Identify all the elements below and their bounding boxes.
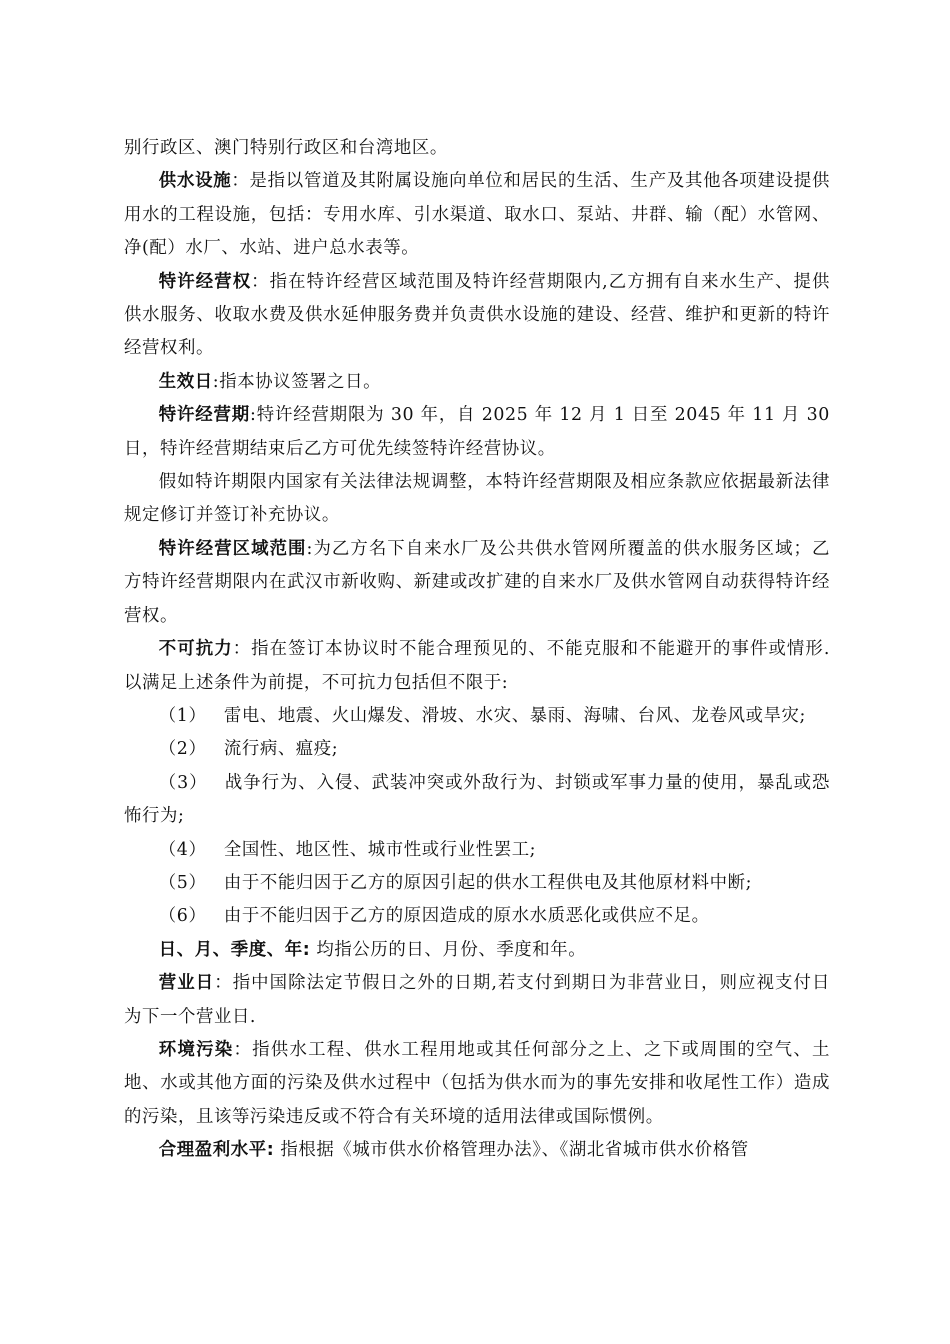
definition-force-majeure bbox=[124, 633, 830, 700]
list-text: 全国性、地区性、城市性或行业性罢工; bbox=[223, 839, 537, 860]
list-number: （3） bbox=[158, 772, 208, 793]
definition-text: 均指公历的日、月份、季度和年。 bbox=[310, 939, 587, 960]
list-text: 流行病、瘟疫; bbox=[223, 739, 339, 760]
defined-term: 日、月、季度、年: bbox=[158, 939, 311, 960]
defined-term: 生效日 bbox=[158, 371, 213, 392]
list-item bbox=[124, 867, 830, 900]
defined-term: 环境污染 bbox=[158, 1039, 234, 1060]
paragraph-text: 别行政区、澳门特别行政区和台湾地区。 bbox=[124, 138, 448, 158]
definition-franchise-area bbox=[124, 533, 830, 633]
definition-environmental-pollution bbox=[124, 1034, 830, 1134]
list-item bbox=[124, 900, 830, 933]
definition-text: ：指中国除法定节假日之外的日期,若支付到期日为非营业日，则应视支付日为下一个营业日. bbox=[124, 973, 830, 1027]
list-item bbox=[124, 700, 830, 733]
definition-text: :特许经营期限为 30 年，自 2025 年 12 月 1 日至 2045 年 11 月 30 日，特许经营期结束后乙方可优先续签特许经营协议。 bbox=[124, 405, 830, 459]
definition-text: 指根据《城市供水价格管理办法》、《湖北省城市供水价格管 bbox=[274, 1140, 749, 1161]
definition-text: :指本协议签署之日。 bbox=[212, 371, 382, 392]
definition-franchise-period bbox=[124, 399, 830, 466]
list-number: （1） bbox=[158, 705, 207, 726]
list-number: （6） bbox=[158, 906, 207, 927]
defined-term: 供水设施 bbox=[158, 171, 232, 192]
definition-franchise-right bbox=[124, 266, 830, 366]
list-item bbox=[124, 767, 830, 834]
definition-reasonable-profit bbox=[124, 1134, 830, 1167]
list-text: 雷电、地震、火山爆发、滑坡、水灾、暴雨、海啸、台风、龙卷风或旱灾; bbox=[223, 705, 807, 726]
definition-text: ：指在签订本协议时不能合理预见的、不能克服和不能避开的事件或情形.以满足上述条件为前提，不可抗力包括但不限于: bbox=[124, 639, 830, 693]
defined-term: 特许经营期 bbox=[158, 405, 251, 426]
paragraph-law-adjustment bbox=[124, 466, 830, 533]
defined-term: 不可抗力 bbox=[158, 639, 233, 660]
definition-text: ：指在特许经营区域范围及特许经营期限内,乙方拥有自来水生产、提供供水服务、收取水费及供水延伸服务费并负责供水设施的建设、经营、维护和更新的特许经营权利。 bbox=[124, 271, 830, 359]
definition-text: ：指供水工程、供水工程用地或其任何部分之上、之下或周围的空气、土地、水或其他方面的污染及供水过程中（包括为供水而为的事先安排和收尾性工作）造成的污染，且该等污染违反或不符合有关环境的适用法律或国际惯例。 bbox=[124, 1039, 830, 1127]
paragraph-text: 假如特许期限内国家有关法律法规调整，本特许经营期限及相应条款应依据最新法律规定修订并签订补充协议。 bbox=[124, 472, 830, 526]
definition-water-facilities bbox=[124, 165, 830, 265]
list-number: （5） bbox=[158, 872, 207, 893]
defined-term: 特许经营区域范围 bbox=[158, 538, 307, 559]
defined-term: 特许经营权 bbox=[158, 271, 252, 292]
list-number: （4） bbox=[158, 839, 207, 860]
definition-text: :为乙方名下自来水厂及公共供水管网所覆盖的供水服务区域；乙方特许经营期限内在武汉市新收购、新建或改扩建的自来水厂及供水管网自动获得特许经营权。 bbox=[124, 538, 830, 626]
definition-business-day bbox=[124, 967, 830, 1034]
definition-effective-date bbox=[124, 366, 830, 399]
paragraph-continuation bbox=[124, 132, 830, 165]
list-text: 由于不能归因于乙方的原因造成的原水水质恶化或供应不足。 bbox=[223, 906, 710, 927]
document-body bbox=[124, 132, 830, 1168]
definition-text: ：是指以管道及其附属设施向单位和居民的生活、生产及其他各项建设提供用水的工程设施，包括：专用水库、引水渠道、取水口、泵站、井群、输（配）水管网、净(配）水厂、水站、进户总水表等。 bbox=[124, 171, 830, 259]
defined-term: 合理盈利水平: bbox=[158, 1140, 275, 1161]
defined-term: 营业日 bbox=[158, 973, 215, 994]
list-text: 由于不能归因于乙方的原因引起的供水工程供电及其他原材料中断; bbox=[223, 872, 753, 893]
definition-calendar-periods bbox=[124, 934, 830, 967]
list-text: 战争行为、入侵、武装冲突或外敌行为、封锁或军事力量的使用，暴乱或恐怖行为; bbox=[124, 772, 830, 827]
list-number: （2） bbox=[158, 739, 207, 760]
list-item bbox=[124, 733, 830, 766]
list-item bbox=[124, 834, 830, 867]
